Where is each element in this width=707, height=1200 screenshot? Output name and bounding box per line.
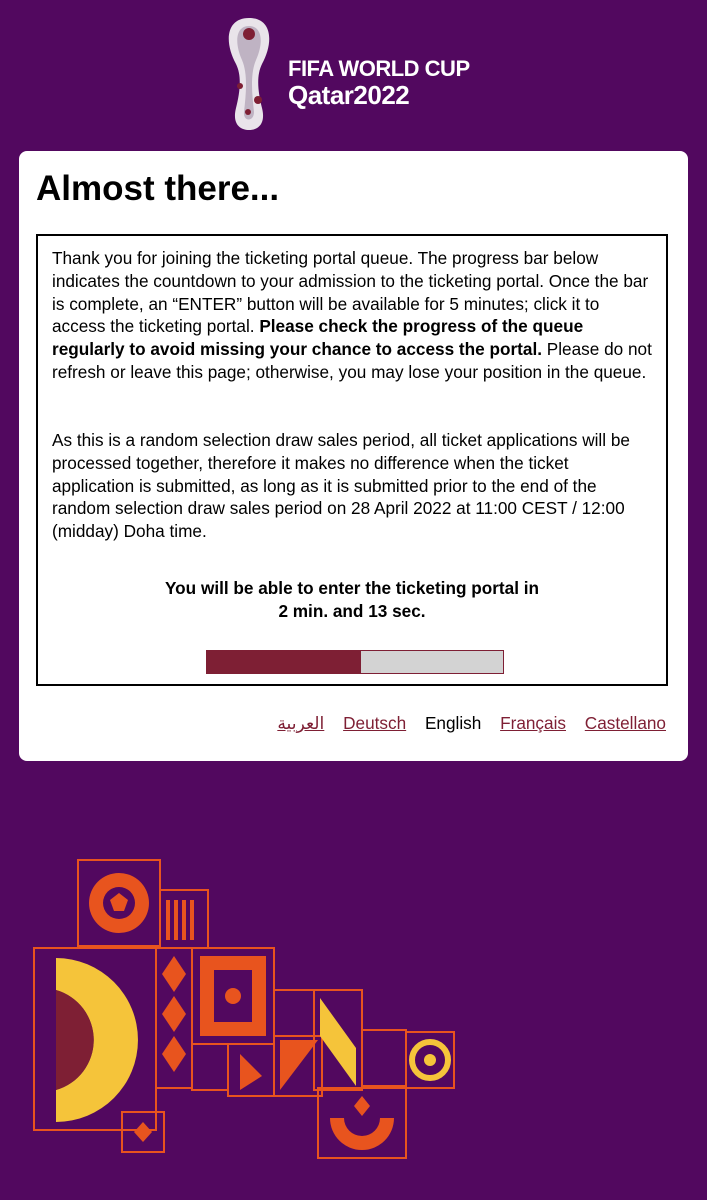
lang-link-german[interactable]: Deutsch (343, 713, 407, 733)
world-cup-trophy-emblem (218, 12, 280, 134)
lang-link-spanish[interactable]: Castellano (584, 713, 666, 733)
logo-title: FIFA WORLD CUP (288, 56, 470, 81)
queue-intro-bold: Please check the progress of the queue regularly to avoid missing your chance to access the portal. (52, 316, 584, 360)
queue-intro-part2: Please do not refresh or leave this page; otherwise, you may lose your position in the queue. (52, 339, 652, 382)
queue-progress-fill (207, 651, 361, 673)
draw-period-text: As this is a random selection draw sales period, all ticket applications will be processed together, therefore it makes no difference when the ticket application is submitted, as long as it is submitted prior to the end of the random selection draw sales period on 28 April 2022 at 11:00 CEST / 12:00 (midday) Doha time. (52, 430, 630, 542)
countdown-text (38, 577, 666, 623)
countdown-line1: You will be able to enter the ticketing portal in (164, 578, 540, 598)
countdown-time: 2 min. and 13 sec. (278, 600, 426, 621)
lang-link-french[interactable]: Français (500, 713, 566, 733)
queue-intro-part1: Thank you for joining the ticketing portal queue. The progress bar below indicates the countdown to your admission to the ticketing portal. Once the bar is complete, an “ENTER” button will be available for 5 minutes; click it to access the ticketing portal. (52, 248, 649, 337)
header (0, 0, 707, 150)
decorative-qatar-artwork (0, 840, 707, 1160)
queue-intro-text (52, 247, 654, 384)
queue-card (19, 151, 688, 761)
queue-info-box (36, 234, 668, 686)
queue-progress-bar (206, 650, 504, 674)
page-title: Almost there... (36, 169, 280, 208)
lang-current-english: English (424, 713, 482, 733)
lang-link-arabic[interactable]: العربية (277, 713, 325, 733)
logo-subtitle: Qatar2022 (288, 80, 410, 110)
language-switcher (263, 713, 666, 734)
